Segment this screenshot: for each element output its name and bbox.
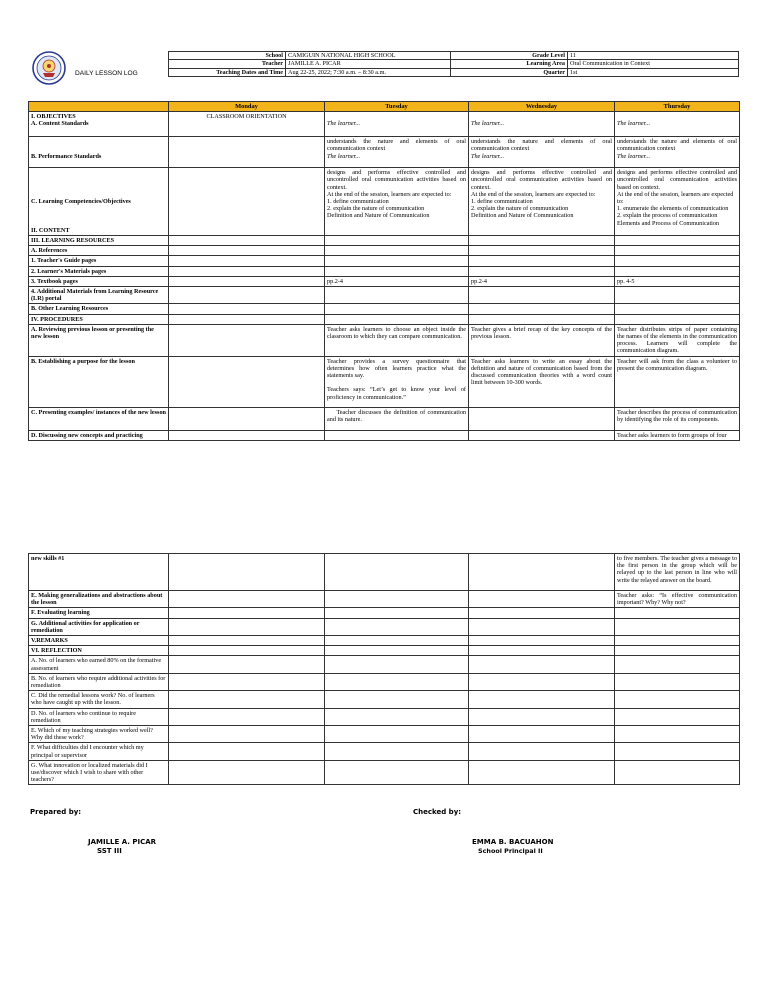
proc-c-thu: Teacher describes the process of communication by identifying the role of its components. — [615, 407, 740, 430]
cs-thu: The learner... — [615, 112, 740, 137]
teacher-value: JAMILLE A. PICAR — [286, 60, 451, 68]
area-value: Oral Communication in Context — [568, 60, 739, 68]
grade-value: 11 — [568, 52, 739, 60]
reflection-heading: VI. REFLECTION — [29, 646, 169, 656]
proc-e-thu: Teacher asks: “Is effective communication important? Why? Why not? — [615, 591, 740, 608]
proc-d2-thu: to five members. The teacher gives a message to the first person in the group which will be relayed up to the last person in line who will write the relayed answer on the board. — [615, 554, 740, 591]
ref-d-label: D. No. of learners who continue to require remediation — [29, 708, 169, 725]
proc-a-tue: Teacher asks learners to choose an object inside the classroom to which they can compare communication. — [325, 324, 469, 356]
corner-cell — [29, 102, 169, 112]
document-title: DAILY LESSON LOG — [75, 70, 138, 77]
tb-thu: pp. 4-5 — [615, 276, 740, 286]
proc-d-thu: Teacher asks learners to form groups of four — [615, 430, 740, 440]
school-value: CAMIGUIN NATIONAL HIGH SCHOOL — [286, 52, 451, 60]
proc-b-wed: Teacher asks learners to write an essay about the definition and nature of communication based from the discussed communication theories with a word count limit between 10-300 words. — [469, 356, 615, 407]
prepared-by-label: Prepared by: — [30, 808, 82, 816]
dates-label: Teaching Dates and Time — [169, 68, 286, 76]
monday-cell — [169, 137, 325, 168]
grade-label: Grade Level — [451, 52, 568, 60]
checker-name: EMMA B. BACUAHON — [472, 838, 554, 846]
proc-f-label: F. Evaluating learning — [29, 608, 169, 618]
deped-seal-logo — [32, 51, 66, 85]
proc-a-wed: Teacher gives a brief recap of the key concepts of the previous lesson. — [469, 324, 615, 356]
quarter-label: Quarter — [451, 68, 568, 76]
cs-wed: The learner... — [469, 112, 615, 137]
quarter-value: 1st — [568, 68, 739, 76]
day-header-monday: Monday — [169, 102, 325, 112]
ref-b-label: B. No. of learners who require additional activities for remediation — [29, 673, 169, 690]
cs-text-wed: understands the nature and elements of oral communication context The learner... — [469, 137, 615, 168]
ref-f-label: F. What difficulties did I encounter which my principal or supervisor — [29, 743, 169, 760]
ps-comp-wed: designs and performs effective controlled and uncontrolled oral communication activities based on context. At the end of the session, learners are expected to: 1. define communication 2. explain the nature of communication Definition and Nature of Communication — [469, 168, 615, 236]
learning-resources-heading: III. LEARNING RESOURCES — [29, 236, 169, 246]
monday-cell — [169, 168, 325, 236]
ref-a-label: A. No. of learners who earned 80% on the formative assessment — [29, 656, 169, 673]
lesson-log-table-continued — [28, 553, 740, 785]
cs-text-thu: understands the nature and elements of oral communication context The learner... — [615, 137, 740, 168]
remarks-label: V.REMARKS — [29, 636, 169, 646]
proc-a-label: A. Reviewing previous lesson or presenting the new lesson — [29, 324, 169, 356]
textbook-pages-label: 3. Textbook pages — [29, 276, 169, 286]
preparer-name: JAMILLE A. PICAR — [88, 838, 157, 846]
proc-b-label: B. Establishing a purpose for the lesson — [29, 356, 169, 407]
ref-c-label: C. Did the remedial lessons work? No. of learners who have caught up with the lesson. — [29, 691, 169, 708]
checked-by-label: Checked by: — [413, 808, 462, 816]
lesson-log-table — [28, 101, 740, 441]
proc-e-label: E. Making generalizations and abstractions about the lesson — [29, 591, 169, 608]
header-info-table — [168, 51, 739, 77]
content-heading: II. CONTENT — [31, 226, 70, 234]
dates-value: Aug 22-25, 2022; 7:30 a.m. – 8:30 a.m. — [286, 68, 451, 76]
content-tue: Definition and Nature of Communication — [327, 212, 430, 220]
content-wed: Definition and Nature of Communication — [471, 212, 574, 220]
tb-wed: pp.2-4 — [469, 276, 615, 286]
tb-tue: pp.2-4 — [325, 276, 469, 286]
content-standards-label: A. Content Standards — [31, 120, 89, 128]
teacher-label: Teacher — [169, 60, 286, 68]
proc-d2-label: new skills #1 — [29, 554, 169, 591]
proc-c-label: C. Presenting examples/ instances of the new lesson — [29, 407, 169, 430]
day-header-tuesday: Tuesday — [325, 102, 469, 112]
proc-b-thu: Teacher will ask from the class a volunteer to present the communication diagram. — [615, 356, 740, 407]
proc-c-tue: Teacher discusses the definition of communication and its nature. — [325, 407, 469, 430]
area-label: Learning Area — [451, 60, 568, 68]
lm-pages-label: 2. Learner's Materials pages — [29, 266, 169, 276]
ref-e-label: E. Which of my teaching strategies worked well? Why did these work? — [29, 726, 169, 743]
procedures-heading: IV. PROCEDURES — [29, 314, 169, 324]
ref-g-label: G. What innovation or localized materials did I use/discover which I wish to share with other teachers? — [29, 760, 169, 785]
cs-tue: The learner... — [325, 112, 469, 137]
cs-text-tue: understands the nature and elements of oral communication context The learner... — [325, 137, 469, 168]
proc-d-label: D. Discussing new concepts and practicing — [29, 430, 169, 440]
objectives-heading: I. OBJECTIVES A. Content Standards — [29, 112, 169, 137]
checker-title: School Principal II — [478, 847, 543, 855]
monday-orientation: CLASSROOM ORIENTATION — [169, 112, 325, 137]
performance-standards-label: B. Performance Standards — [29, 137, 169, 168]
proc-a-thu: Teacher distributes strips of paper containing the names of the elements in the communication process. Learners will complete the communication diagram. — [615, 324, 740, 356]
tg-pages-label: 1. Teacher's Guide pages — [29, 256, 169, 266]
ps-comp-tue: designs and performs effective controlled and uncontrolled oral communication activities based on context. At the end of the session, learners are expected to: 1. define communication 2. explain the nature of communication Definition and Nature of Communication — [325, 168, 469, 236]
day-header-thursday: Thursday — [615, 102, 740, 112]
proc-b-tue: Teacher provides a survey questionnaire that determines how often learners practice what the statements say. Teachers says: “Let’s get to know your level of proficiency in communication.” — [325, 356, 469, 407]
lr-portal-label: 4. Additional Materials from Learning Resource (LR) portal — [29, 287, 169, 304]
day-header-wednesday: Wednesday — [469, 102, 615, 112]
references-label: A. References — [29, 246, 169, 256]
preparer-title: SST III — [97, 847, 122, 855]
competencies-label: C. Learning Competencies/Objectives II. CONTENT — [29, 168, 169, 236]
proc-g-label: G. Additional activities for application or remediation — [29, 618, 169, 635]
school-label: School — [169, 52, 286, 60]
other-resources-label: B. Other Learning Resources — [29, 304, 169, 314]
ps-comp-thu: designs and performs effective controlled and uncontrolled oral communication activities based on context. At the end of the session, learners are expected to: 1. enumerate the elements of communication 2. explain the process of communication Elements and Process of Communication — [615, 168, 740, 236]
content-thu: Elements and Process of Communication — [617, 219, 720, 227]
